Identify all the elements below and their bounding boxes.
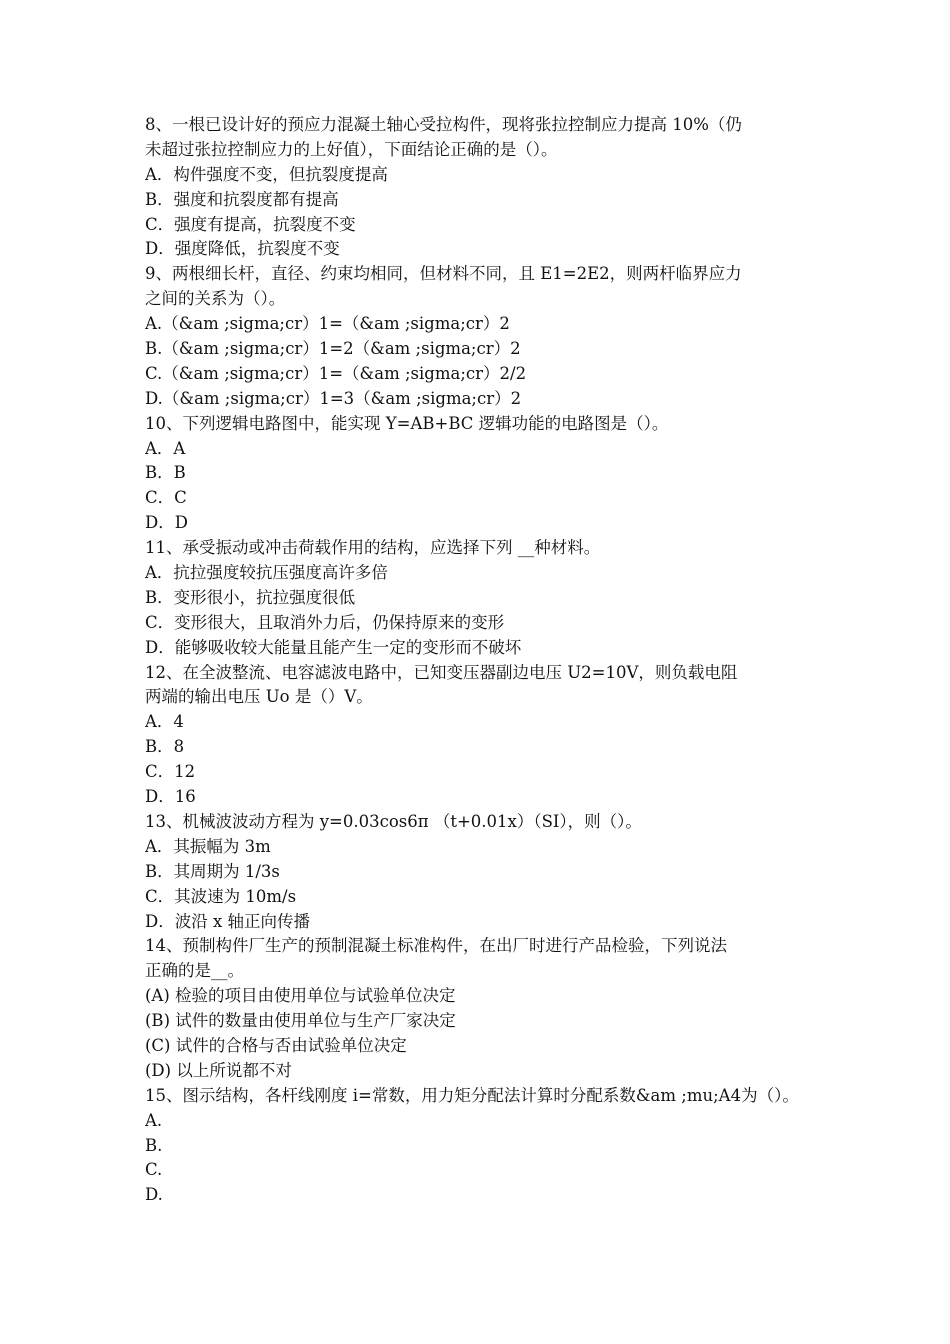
q11-stem: 11、承受振动或冲击荷载作用的结构，应选择下列 __种材料。 <box>145 538 601 558</box>
q15-option-b: B. <box>145 1135 163 1155</box>
q15-stem: 15、图示结构，各杆线刚度 i=常数，用力矩分配法计算时分配系数&am ;mu;A4为（）。 <box>145 1085 799 1105</box>
q9-stem-line-2: 之间的关系为（）。 <box>145 289 286 309</box>
q12-option-d: D．16 <box>145 787 196 807</box>
q10-option-a: A．A <box>145 438 186 458</box>
q13-option-a: A．其振幅为 3m <box>145 836 271 856</box>
q11-option-d: D．能够吸收较大能量且能产生一定的变形而不破坏 <box>145 637 522 657</box>
q10-stem: 10、下列逻辑电路图中，能实现 Y=AB+BC 逻辑功能的电路图是（）。 <box>145 413 669 433</box>
q13-option-b: B．其周期为 1/3s <box>145 861 280 881</box>
q8-stem-line-2: 未超过张拉控制应力的上好值），下面结论正确的是（）。 <box>145 139 558 159</box>
q8-option-c: C．强度有提高，抗裂度不变 <box>145 214 356 234</box>
q14-option-b: (B) 试件的数量由使用单位与生产厂家决定 <box>145 1011 456 1031</box>
question-text-body <box>145 113 817 1208</box>
q11-option-a: A．抗拉强度较抗压强度高许多倍 <box>145 563 388 583</box>
q14-stem-line-2: 正确的是__。 <box>145 961 244 981</box>
q8-option-a: A．构件强度不变，但抗裂度提高 <box>145 164 388 184</box>
q10-option-d: D．D <box>145 513 188 533</box>
q8-option-b: B．强度和抗裂度都有提高 <box>145 189 339 209</box>
q10-option-b: B．B <box>145 463 186 483</box>
q14-option-c: (C) 试件的合格与否由试验单位决定 <box>145 1035 407 1055</box>
q11-option-c: C．变形很大，且取消外力后，仍保持原来的变形 <box>145 612 505 632</box>
q14-option-a: (A) 检验的项目由使用单位与试验单位决定 <box>145 986 456 1006</box>
q12-option-a: A．4 <box>145 712 184 732</box>
q11-option-b: B．变形很小，抗拉强度很低 <box>145 587 356 607</box>
q15-option-a: A. <box>145 1110 163 1130</box>
q13-stem: 13、机械波波动方程为 y=0.03cos6π （t+0.01x）（SI），则（）。 <box>145 811 642 831</box>
q12-option-c: C．12 <box>145 762 196 782</box>
q13-option-d: D．波沿 x 轴正向传播 <box>145 911 311 931</box>
q15-option-c: C. <box>145 1160 163 1180</box>
q9-stem-line-1: 9、两根细长杆，直径、约束均相同，但材料不同，且 E1=2E2，则两杆临界应力 <box>145 264 742 284</box>
q8-stem-line-1: 8、一根已设计好的预应力混凝土轴心受拉构件，现将张拉控制应力提高 10%（仍 <box>145 115 742 134</box>
q9-option-c: C.（&am ;sigma;cr）1=（&am ;sigma;cr）2/2 <box>145 363 527 383</box>
q13-option-c: C．其波速为 10m/s <box>145 886 297 906</box>
q12-option-b: B．8 <box>145 737 185 757</box>
q14-stem-line-1: 14、预制构件厂生产的预制混凝土标准构件，在出厂时进行产品检验，下列说法 <box>145 936 727 956</box>
q9-option-d: D.（&am ;sigma;cr）1=3（&am ;sigma;cr）2 <box>145 388 522 408</box>
q8-option-d: D．强度降低，抗裂度不变 <box>145 239 340 259</box>
q9-option-b: B.（&am ;sigma;cr）1=2（&am ;sigma;cr）2 <box>145 339 521 359</box>
q9-option-a: A.（&am ;sigma;cr）1=（&am ;sigma;cr）2 <box>145 314 510 334</box>
q10-option-c: C．C <box>145 488 187 508</box>
q15-option-d: D. <box>145 1185 163 1205</box>
q12-stem-line-1: 12、在全波整流、电容滤波电路中，已知变压器副边电压 U2=10V，则负载电阻 <box>145 662 738 682</box>
q14-option-d: (D) 以上所说都不对 <box>145 1060 292 1080</box>
q12-stem-line-2: 两端的输出电压 Uo 是（）V。 <box>145 687 373 707</box>
